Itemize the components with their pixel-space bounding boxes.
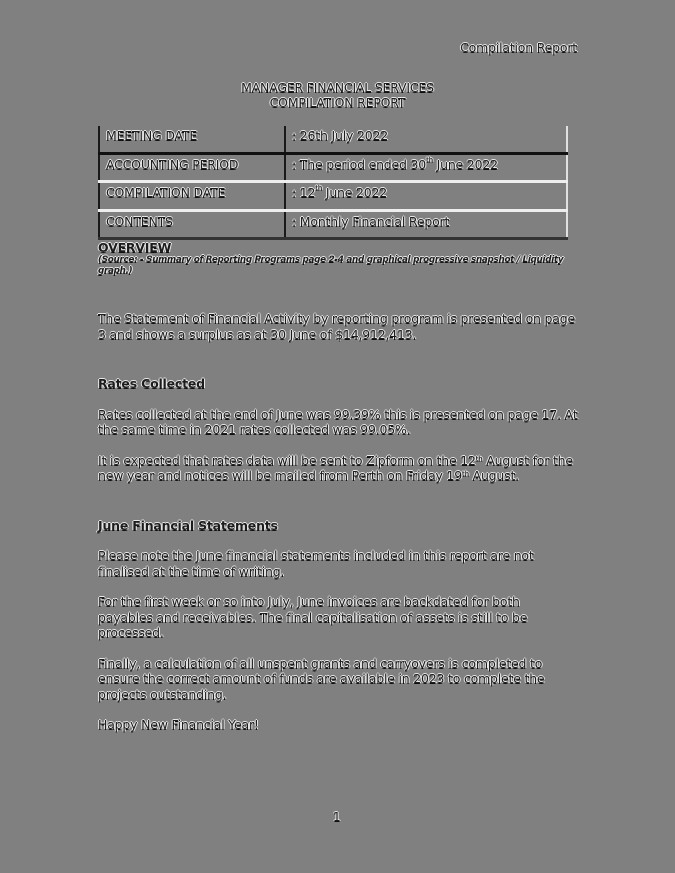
june-paragraph-3: Finally, a calculation of all unspent grants and carryovers is completed to ensure the correct amount of funds are available in 2023 to complete the projects outstanding. xyxy=(98,655,545,702)
title-line-2: COMPILATION REPORT xyxy=(269,95,406,110)
source-note: (Source: - Summary of Reporting Programs page 2-4 and graphical progressive snapshot / Liquidity graph.) xyxy=(98,255,564,276)
row-value: : The period ended 30th June 2022 xyxy=(285,153,567,182)
rates-collected-heading: Rates Collected xyxy=(98,376,205,391)
document-title xyxy=(0,80,675,110)
running-header: Compilation Report xyxy=(460,40,577,55)
page-number: 1 xyxy=(333,810,341,824)
overview-paragraph: The Statement of Financial Activity by reporting program is presented on page 3 and shows a surplus as at 30 June of $14,912,413. xyxy=(98,311,575,342)
june-statements-heading: June Financial Statements xyxy=(98,517,278,533)
june-paragraph-1: Please note the June financial statements included in this report are not finalised at the time of writing. xyxy=(98,548,534,579)
report-body xyxy=(98,240,578,733)
row-value: : 26th July 2022 xyxy=(285,126,567,153)
row-label: MEETING DATE xyxy=(99,126,285,153)
table-row xyxy=(99,153,567,182)
table-row xyxy=(99,182,567,211)
table-row xyxy=(99,126,567,153)
june-paragraph-2: For the first week or so into July, June invoices are backdated for both payables and receivables. The final capitalisation of assets is still to be processed. xyxy=(98,594,528,640)
title-line-1: MANAGER FINANCIAL SERVICES xyxy=(241,80,434,95)
row-label: CONTENTS xyxy=(99,210,285,239)
row-value: : Monthly Financial Report xyxy=(285,210,567,239)
row-label: COMPILATION DATE xyxy=(99,182,285,211)
rates-paragraph-1: Rates collected at the end of June was 99.39% this is presented on page 17. At the same time in 2021 rates collected was 99.05%. xyxy=(98,406,578,437)
table-row xyxy=(99,210,567,239)
meeting-info-table xyxy=(98,126,568,240)
rates-paragraph-2: It is expected that rates data will be sent to Zipform on the 12th August for the new year and notices will be mailed from Perth on Friday 19th August. xyxy=(98,452,573,483)
closing-line: Happy New Financial Year! xyxy=(98,717,259,732)
row-value: : 12th June 2022 xyxy=(285,182,567,211)
overview-heading: OVERVIEW xyxy=(98,240,172,255)
row-label: ACCOUNTING PERIOD xyxy=(99,153,285,182)
